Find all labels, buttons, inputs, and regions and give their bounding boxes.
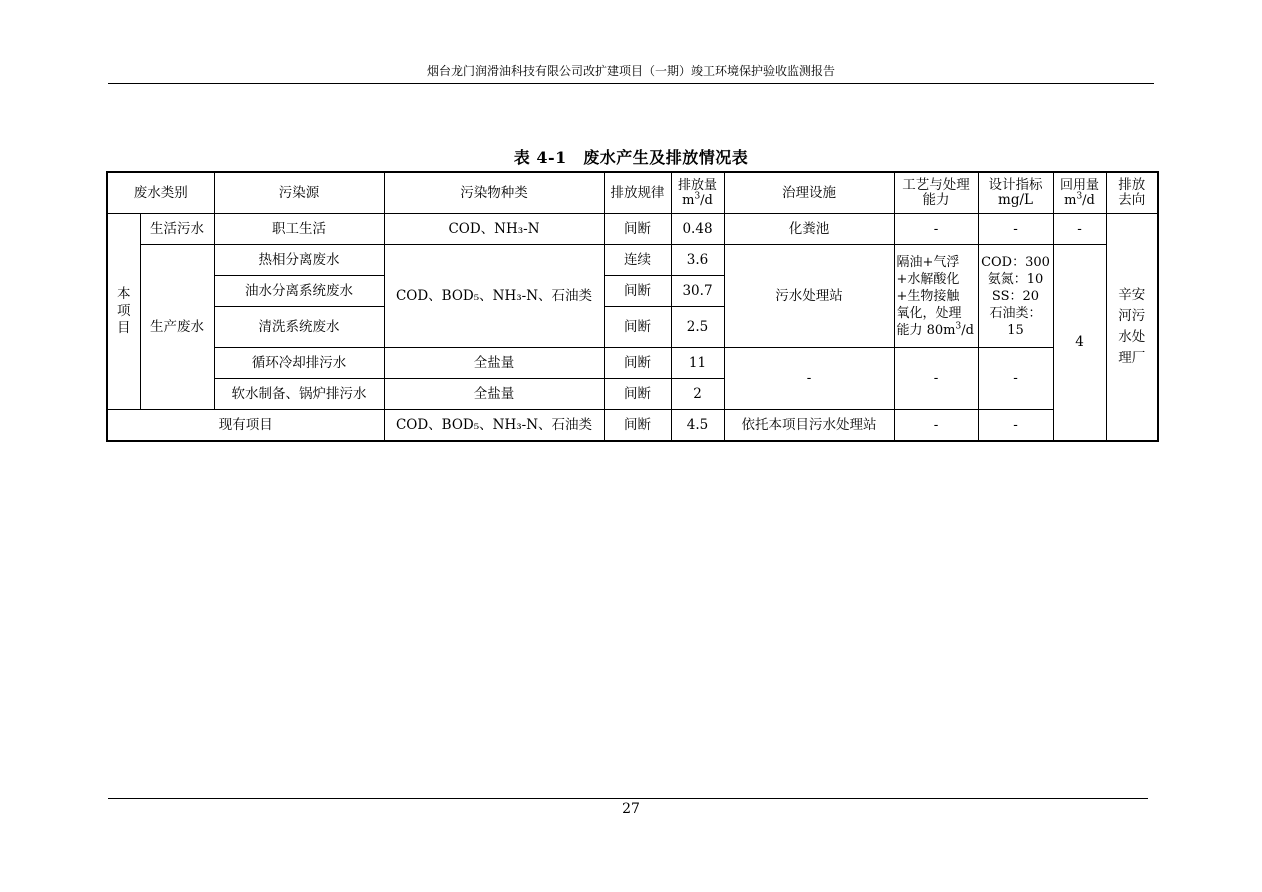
cell-process: - xyxy=(894,410,978,442)
design-header-line1: 设计指标 xyxy=(988,177,1043,193)
cell-pollutants: COD、BOD₅、NH₃-N、石油类 xyxy=(384,410,604,442)
wastewater-table xyxy=(106,171,1159,442)
design-line: COD：300 xyxy=(981,254,1050,270)
cell-process xyxy=(894,245,978,348)
discharge-volume-unit: $m^3/d$ xyxy=(682,191,713,208)
cell-pattern: 间断 xyxy=(604,307,671,348)
cell-volume: 0.48 xyxy=(671,214,724,245)
cell-design: - xyxy=(978,214,1053,245)
header-row xyxy=(107,172,1158,214)
cell-facility: - xyxy=(724,348,894,410)
group-this-project: 本项目 xyxy=(107,214,140,410)
cell-design: - xyxy=(978,348,1053,410)
process-line: +水解酸化 xyxy=(896,271,960,287)
cell-pattern: 间断 xyxy=(604,410,671,442)
cell-volume: 4.5 xyxy=(671,410,724,442)
process-capacity: 能力 $80m^3/d$ xyxy=(896,321,974,338)
cell-volume: 2.5 xyxy=(671,307,724,348)
cell-source: 油水分离系统废水 xyxy=(214,276,384,307)
table-row xyxy=(107,348,1158,379)
cell-facility: 污水处理站 xyxy=(724,245,894,348)
cell-pattern: 间断 xyxy=(604,276,671,307)
process-line: 隔油+气浮 xyxy=(896,254,960,270)
cell-pollutants: COD、BOD₅、NH₃-N、石油类 xyxy=(384,245,604,348)
group-domestic: 生活污水 xyxy=(140,214,214,245)
process-header-line1: 工艺与处理 xyxy=(902,177,970,193)
cell-source: 职工生活 xyxy=(214,214,384,245)
col-header-destination xyxy=(1106,172,1158,214)
cell-source: 循环冷却排污水 xyxy=(214,348,384,379)
footer-divider xyxy=(108,798,1148,799)
col-header-pollutants: 污染物种类 xyxy=(384,172,604,214)
cell-pattern: 间断 xyxy=(604,348,671,379)
cell-volume: 3.6 xyxy=(671,245,724,276)
cell-source: 软水制备、锅炉排污水 xyxy=(214,379,384,410)
table-title: 表 4-1 废水产生及排放情况表 xyxy=(513,148,749,167)
reuse-header-unit: $m^3/d$ xyxy=(1064,191,1095,208)
group-production: 生产废水 xyxy=(140,245,214,410)
cell-pattern: 间断 xyxy=(604,214,671,245)
cell-pollutants: COD、NH₃-N xyxy=(384,214,604,245)
process-line: 氧化，处理 xyxy=(896,305,962,321)
cell-pattern: 连续 xyxy=(604,245,671,276)
cell-existing-project: 现有项目 xyxy=(107,410,384,442)
cell-facility: 化粪池 xyxy=(724,214,894,245)
cell-design: - xyxy=(978,410,1053,442)
cell-volume: 11 xyxy=(671,348,724,379)
design-line: SS：20 xyxy=(991,288,1040,304)
reuse-header-line1: 回用量 xyxy=(1059,178,1099,193)
page-number: 27 xyxy=(622,801,640,817)
cell-pollutants: 全盐量 xyxy=(384,379,604,410)
destination-header-line2: 去向 xyxy=(1118,192,1146,208)
cell-reuse: - xyxy=(1053,214,1106,245)
discharge-volume-label: 排放量 xyxy=(677,178,717,193)
header-divider xyxy=(108,83,1154,84)
col-header-source: 污染源 xyxy=(214,172,384,214)
col-header-design xyxy=(978,172,1053,214)
cell-volume: 2 xyxy=(671,379,724,410)
process-header-line2: 能力 xyxy=(922,192,950,208)
col-header-discharge-volume xyxy=(671,172,724,214)
col-header-facility: 治理设施 xyxy=(724,172,894,214)
cell-volume: 30.7 xyxy=(671,276,724,307)
destination-header-line1: 排放 xyxy=(1118,177,1146,193)
report-header-title: 烟台龙门润滑油科技有限公司改扩建项目（一期）竣工环境保护验收监测报告 xyxy=(426,64,835,78)
cell-design xyxy=(978,245,1053,348)
col-header-category: 废水类别 xyxy=(107,172,214,214)
table-row xyxy=(107,245,1158,276)
design-line: 氨氮：10 xyxy=(987,271,1044,287)
col-header-process xyxy=(894,172,978,214)
table-row xyxy=(107,214,1158,245)
cell-process: - xyxy=(894,214,978,245)
process-line: +生物接触 xyxy=(896,288,960,304)
cell-destination: 辛安河污水处理厂 xyxy=(1106,214,1158,442)
table-row xyxy=(107,410,1158,442)
design-header-line2: mg/L xyxy=(998,192,1033,208)
cell-facility: 依托本项目污水处理站 xyxy=(724,410,894,442)
cell-pattern: 间断 xyxy=(604,379,671,410)
cell-pollutants: 全盐量 xyxy=(384,348,604,379)
cell-process: - xyxy=(894,348,978,410)
col-header-reuse xyxy=(1053,172,1106,214)
design-line: 15 xyxy=(1007,322,1024,338)
col-header-discharge-pattern: 排放规律 xyxy=(604,172,671,214)
design-line: 石油类： xyxy=(989,305,1042,321)
cell-source: 热相分离废水 xyxy=(214,245,384,276)
cell-reuse: 4 xyxy=(1053,245,1106,442)
cell-source: 清洗系统废水 xyxy=(214,307,384,348)
